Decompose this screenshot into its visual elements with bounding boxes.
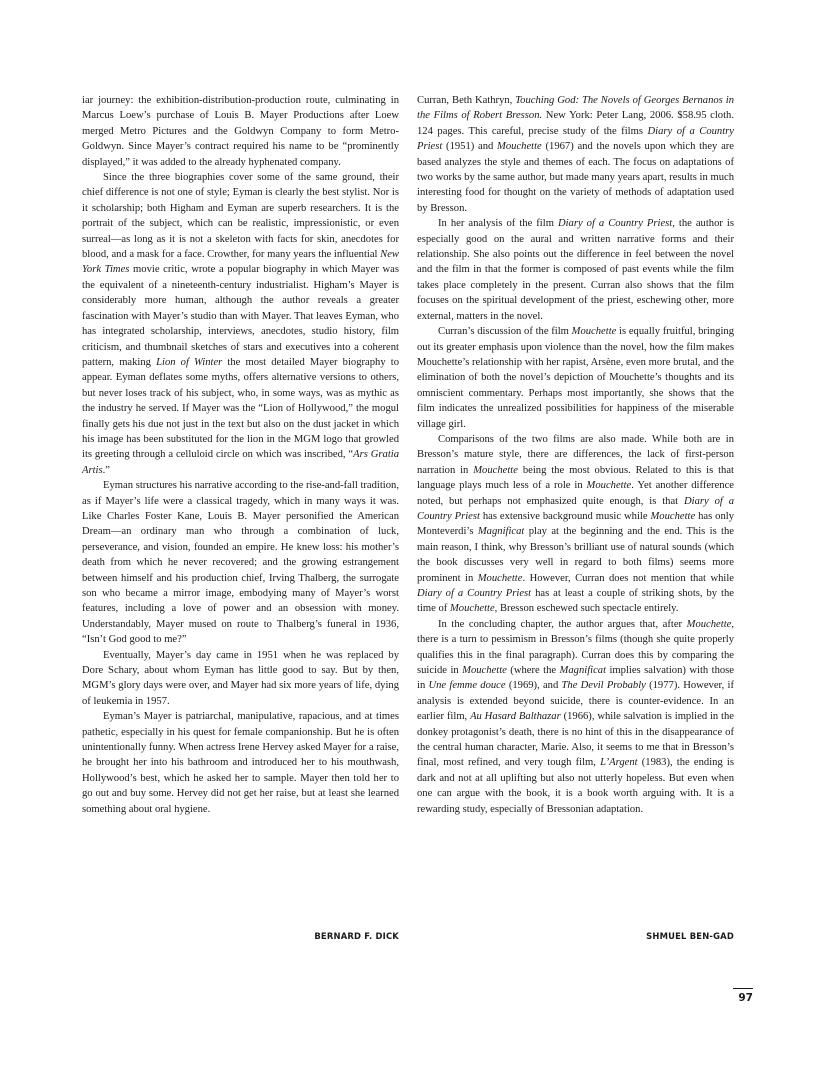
italic-title: Mouchette <box>586 480 632 492</box>
italic-title: Mouchette <box>449 603 495 615</box>
italic-title: New York Times <box>82 249 399 276</box>
page-number-rule <box>733 988 753 989</box>
italic-title: Mouchette <box>686 618 732 630</box>
paragraph: Since the three biographies cover some of the same ground, their chief difference is not one of style; Eyman is clearly the best stylist. Nor is it scholarship; both Higham and Eyman are superb researchers. It is the portrait of the subject, which can be realistic, impressionistic, or even surreal—as long as it is not a skeleton with facts for skin, anecdotes for blood, and a mask for a face. Crowther, for many years the influential New York Times movie critic, wrote a popular biography in which Mayer was the equivalent of a nineteenth-century industrialist. Higham’s Mayer is considerably more human, although the author reveals a greater fascination with Mayer’s studio than with Mayer. That leaves Eyman, who has integrated scholarship, interviews, anecdotes, studio history, film criticism, and thumbnail sketches of stars and executives into a coherent pattern, making Lion of Winter the most detailed Mayer biography to appear. Eyman deflates some myths, offers alternative versions to others, but never loses track of his subject, who, in some ways, was as mythic as the industry he served. If Mayer was the “Lion of Hollywood,” the mogul finally gets his due not just in the text but also on the dust jacket in which his image has been substituted for the lion in the MGM logo that growled its greeting through a celluloid circle on which was inscribed, “Ars Gratia Artis.” <box>82 172 400 476</box>
paragraph: Comparisons of the two films are also made. While both are in Bresson’s mature style, there are differences, the lack of first-person narration in Mouchette being the most obvious. Related to this is that language plays much less of a role in Mouchette. Yet another difference noted, but perhaps not emphasized quite enough, is that Diary of a Country Priest has extensive background music while Mouchette has only Monteverdi’s Magnificat play at the beginning and the end. This is the main reason, I think, why Bresson’s brilliant use of natural sounds (which the book discusses very well in regard to both films) seems more prominent in Mouchette. However, Curran does not mention that while Diary of a Country Priest has at least a couple of striking shots, by the time of Mouchette, Bresson eschewed such spectacle entirely. <box>417 433 735 615</box>
right-column <box>417 93 734 817</box>
italic-title: Magnificat <box>477 526 525 538</box>
italic-title: Ars Gratia Artis <box>82 449 399 476</box>
italic-title: Mouchette <box>462 665 507 677</box>
paragraph: Eventually, Mayer’s day came in 1951 when he was replaced by Dore Schary, about whom Eyman has little good to say. But by then, MGM’s glory days were over, and Mayer had six more years of life, dying of leukemia in 1957. <box>82 649 399 707</box>
italic-title: Mouchette <box>497 141 542 153</box>
paragraph: Eyman’s Mayer is patriarchal, manipulative, rapacious, and at times pathetic, especially in his quest for female companionship. But he is often unintentionally funny. When actress Irene Hervey asked Mayer for a raise, he brought her into his bathroom and introduced her to his mouthwash, Hollywood’s best, which he asked her to sample. Mayer then told her to go out and buy some. Hervey did not get her raise, but at least she learned something about oral hygiene. <box>82 711 399 815</box>
book-citation: Curran, Beth Kathryn, Touching God: The Novels of Georges Bernanos in the Films of Robert Bresson. New York: Peter Lang, 2006. $58.95 cloth. 124 pages. This careful, precise study of the films Diary of a Country Priest (1951) and Mouchette (1967) and the novels upon which they are based analyzes the style and themes of each. The focus on adaptations of two works by the same author, but made many years apart, results in much interesting food for thought on the variety of methods of adaptation used by Bresson. <box>417 95 734 214</box>
paragraph: In the concluding chapter, the author argues that, after Mouchette, there is a turn to pessimism in Bresson’s films (though she quite properly qualifies this in the final paragraph). Curran does this by comparing the suicide in Mouchette (where the Magnificat implies salvation) with those in Une femme douce (1969), and The Devil Probably (1977). However, if analysis is extended beyond suicide, there is counter-evidence. In an earlier film, Au Hasard Balthazar (1966), while salvation is implied in the donkey protagonist’s death, there is no hint of this in the disappearance of the central human character, Marie. Also, it seems to me that in Bresson’s final, most refined, and very tough film, L’Argent (1983), the ending is dark and not at all uplifting but also not utterly hopeless. But even when one can argue with the book, it is a book worth arguing with. It is a rewarding study, especially of Bressonian adaptation. <box>417 618 735 815</box>
page-number: 97 <box>738 992 753 1004</box>
italic-title: The Devil Probably <box>561 680 646 692</box>
italic-title: Magnificat <box>559 665 607 677</box>
italic-title: Au Hasard Balthazar <box>470 711 561 723</box>
paragraph: Eyman structures his narrative according to the rise-and-fall tradition, as if Mayer’s life were a classical tragedy, which in many ways it was. Like Charles Foster Kane, Louis B. Mayer personified the American Dream—an ordinary man who through a combination of luck, perseverance, and vision, founded an empire. He knew loss: his mother’s death from which he never recovered; and the growing estrangement between himself and his production chief, Irving Thalberg, the surrogate son who became a mirror image, embodying many of Mayer’s worst features, including a love of power and an obsession with money. Understandably, Mayer mused on route to Thalberg’s funeral in 1936, “Isn’t God good to me?” <box>82 480 399 646</box>
italic-title: Mouchette <box>571 326 617 338</box>
paragraph: iar journey: the exhibition-distribution-production route, culminating in Marcus Loew’s purchase of Louis B. Mayer Productions after Loew merged Metro Pictures and the Goldwyn Company to form Metro-Goldwyn. Since Mayer’s contract required his name to be “prominently displayed,” it was added to the already hyphenated company. <box>82 95 399 168</box>
italic-title: Une femme douce <box>428 680 506 692</box>
italic-title: Mouchette <box>477 572 523 584</box>
italic-title: Diary of a Country Priest <box>417 588 532 599</box>
italic-title: L’Argent <box>600 757 638 769</box>
italic-title: Diary of a Country Priest <box>417 495 734 522</box>
author-signature: BERNARD F. DICK <box>314 931 399 941</box>
left-column <box>82 93 399 817</box>
italic-title: Mouchette <box>473 464 518 476</box>
paragraph: Curran’s discussion of the film Mouchette is equally fruitful, bringing out its greater emphasis upon violence than the novel, how the film makes Mouchette’s relationship with her rapist, Arsène, even more brutal, and the elimination of both the novel’s depiction of Mouchette’s thoughts and its omniscient commentary. Perhaps most importantly, she shows that the film indicates the unrealized possibilities for happiness of the miserable village girl. <box>417 326 734 430</box>
italic-title: Diary of a Country Priest <box>417 125 734 153</box>
italic-title: Diary of a Country Priest <box>557 218 673 230</box>
author-signature: SHMUEL BEN-GAD <box>646 931 734 941</box>
italic-title: Lion of Winter <box>156 356 223 368</box>
italic-title: Touching God: The Novels of Georges Bernanos in the Films of Robert Bresson. <box>417 95 734 122</box>
paragraph: In her analysis of the film Diary of a Country Priest, the author is especially good on the aural and written narrative forms and their relationship. She also points out the difference in feel between the novel and the film in that the former is composed of past events while the film takes place completely in the present. Curran also shows that the film focuses on the spiritual development of the priest, eschewing other, more external, matters in the novel. <box>417 218 734 322</box>
italic-title: Mouchette <box>650 510 696 522</box>
